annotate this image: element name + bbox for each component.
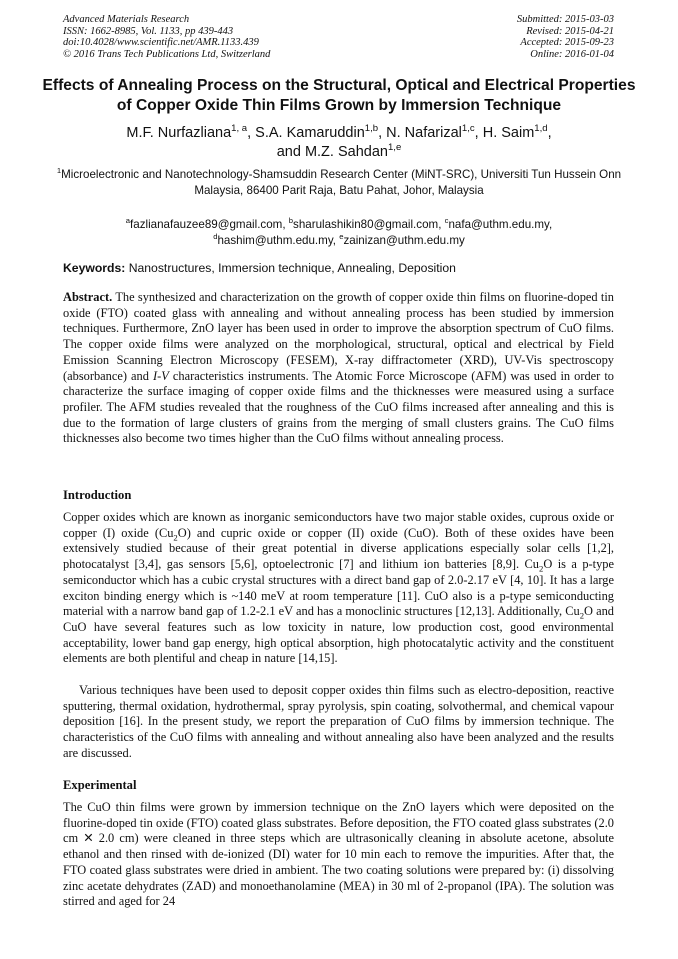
email-address: hashim@uthm.edu.my	[217, 234, 333, 247]
introduction-heading: Introduction	[63, 488, 132, 502]
subscript: 2	[579, 610, 585, 621]
journal-issn: ISSN: 1662-8985, Vol. 1133, pp 439-443	[63, 25, 234, 37]
times-symbol: ✕	[83, 831, 94, 846]
author-affil-mark: 1,c	[461, 123, 475, 135]
author-name: M.Z. Sahdan	[304, 144, 388, 160]
email-address: zainizan@uthm.edu.my	[343, 234, 465, 247]
abstract-text: characteristics instruments. The Atomic Force Microscope (AFM) was used in order to characterize the surface imaging of copper oxide films and the thicknesses were measured using a surface profiler. The AFM studies revealed that the roughness of the CuO films increased after annealing and this is due to the formation of large clusters of grains from the merging of small clusters grains. The CuO films thicknesses also become two times higher than the CuO films without annealing process.	[63, 368, 614, 446]
submitted-date: Submitted: 2015-03-03	[516, 14, 614, 25]
affiliation-mark: 1	[56, 166, 62, 176]
affiliation-text: Microelectronic and Nanotechnology-Shamsuddin Research Center (MiNT-SRC), Universiti Tun Hussein Onn Malaysia, 86400 Parit Raja, Batu Pahat, Johor, Malaysia	[61, 168, 622, 197]
journal-header	[63, 14, 270, 60]
introduction-paragraph	[63, 510, 614, 667]
email-list: $^a$fazlianafauzee89@gmail.com, $^b$sharulashikin80@gmail.com, $^c$nafa@uthm.edu.my, $^d$hashim@uthm.edu.my, $^e$zainizan@uthm.edu.my	[125, 216, 553, 247]
abstract-label: Abstract.	[63, 290, 113, 304]
journal-copyright: © 2016 Trans Tech Publications Ltd, Switzerland	[63, 48, 271, 60]
keywords	[63, 260, 615, 276]
intro-text: O) and cupric oxide or copper (II) oxide (CuO). Both of these oxides have been extensively studied because of their great potential in diverse applications especially solar cells [1,2], photocatalyst [3,4], gas sensors [5,6], optoelectronic [7] and lithium ion batteries [8,9]. Cu	[63, 525, 614, 572]
email-mark: d	[213, 232, 218, 242]
abstract-paragraph	[63, 290, 614, 447]
author-name: H. Saim	[482, 125, 535, 141]
email-address: nafa@uthm.edu.my	[448, 218, 549, 231]
email-mark: c	[444, 216, 449, 226]
experimental-heading: Experimental	[63, 778, 137, 792]
email-mark: e	[339, 232, 344, 242]
keywords-label: Keywords:	[63, 261, 126, 275]
intro-text: O is a p-type semiconductor which has a cubic crystal structures with a direct band gap of 2.0-2.17 eV [4, 10]. It has a large exciton binding energy which is ~140 meV at room temperature [11]. CuO also is a p-type semiconducting material with a narrow band gap of 1.2-2.1 eV and has a monoclinic structures [12,13]. Additionally, Cu	[63, 557, 614, 619]
subscript: 2	[539, 563, 544, 574]
author-name: N. Nafarizal	[386, 125, 462, 141]
author-affil-mark: 1,b	[364, 123, 379, 135]
dates-header	[517, 14, 614, 60]
intro-text: Copper oxides which are known as inorganic semiconductors have two major stable oxides, cuprous oxide or copper (I) oxide (Cu	[63, 510, 614, 540]
author-affil-mark: 1, a	[231, 123, 248, 135]
iv-term: I-V	[153, 368, 169, 383]
email-mark: b	[288, 216, 294, 226]
affiliation	[50, 167, 628, 199]
experimental-paragraph	[63, 800, 614, 910]
experimental-text: The CuO thin films were grown by immersion technique on the ZnO layers which were deposited on the fluorine-doped tin oxide (FTO) coated glass substrates. Before deposition, the FTO coated glass substrates (2.0 cm	[63, 800, 614, 846]
subscript: 2	[173, 532, 178, 543]
paper-title: Effects of Annealing Process on the Structural, Optical and Electrical Properties of Copper Oxide Thin Films Grown by Immersion Technique	[42, 77, 636, 114]
accepted-date: Accepted: 2015-09-23	[520, 37, 614, 48]
introduction-paragraph-2: Various techniques have been used to deposit copper oxides thin films such as electro-deposition, reactive sputtering, thermal oxidation, hydrothermal, spray pyrolysis, spin coating, solvothermal, and chemical vapour deposition [16]. In the present study, we report the preparation of CuO films by immersion technique. The characteristics of the CuO films with annealing and without annealing also have been analyzed and the results are discussed.	[63, 683, 614, 760]
intro-text: O and CuO have several features such as low toxicity in nature, low production cost, good environmental acceptability, lower band gap energy, high optical absorption, high photocatalytic activity and the constituent elements are both plentiful and cheap in nature [14,15].	[63, 604, 615, 666]
email-address: fazlianafauzee89@gmail.com	[130, 218, 283, 231]
email-mark: a	[125, 216, 131, 226]
author-affil-mark: 1,d	[534, 123, 548, 135]
email-address: sharulashikin80@gmail.com	[293, 218, 439, 231]
journal-name: Advanced Materials Research	[63, 14, 190, 25]
online-date: Online: 2016-01-04	[530, 48, 614, 60]
author-name: S.A. Kamaruddin	[255, 125, 365, 141]
experimental-text: 2.0 cm) were cleaned in three steps which are ultrasonically cleaning in absolute acetone, absolute ethanol and then rinsed with de-ionized (DI) water for 10 min each to remove the impurities. After that, the FTO coated glass substrates were dried in ambient. The two coating solutions were prepared by: (i) dissolving zinc acetate dehydrates (ZAD) and monoethanolamine (MEA) in 30 ml of 2-propanol (IPA). The solution was stirred and aged for 24	[63, 831, 614, 909]
author-name: M.F. Nurfazliana	[126, 125, 232, 141]
revised-date: Revised: 2015-04-21	[526, 25, 614, 37]
author-list: M.F. Nurfazliana$^{1, a}$, S.A. Kamaruddin$^{1,b}$, N. Nafarizal$^{1,c}$, H. Saim$^{1,d}$, and M.Z. Sahdan$^{1,e}$	[126, 123, 552, 160]
abstract-text: The synthesized and characterization on the growth of copper oxide thin films on fluorine-doped tin oxide (FTO) coated glass with annealing and without annealing process has been studied by immersion techniques. Furthermore, ZnO layer has been used in order to improve the absorption spectrum of CuO films. The copper oxide films were analyzed on the morphological, structural, optical and electrical by Field Emission Scanning Electron Microscopy (FESEM), X-ray diffractometer (XRD), UV-Vis spectroscopy (absorbance) and	[63, 290, 614, 383]
journal-doi: doi:10.4028/www.scientific.net/AMR.1133.439	[63, 37, 259, 48]
author-affil-mark: 1,e	[387, 142, 402, 154]
keywords-text: Nanostructures, Immersion technique, Annealing, Deposition	[128, 261, 456, 275]
